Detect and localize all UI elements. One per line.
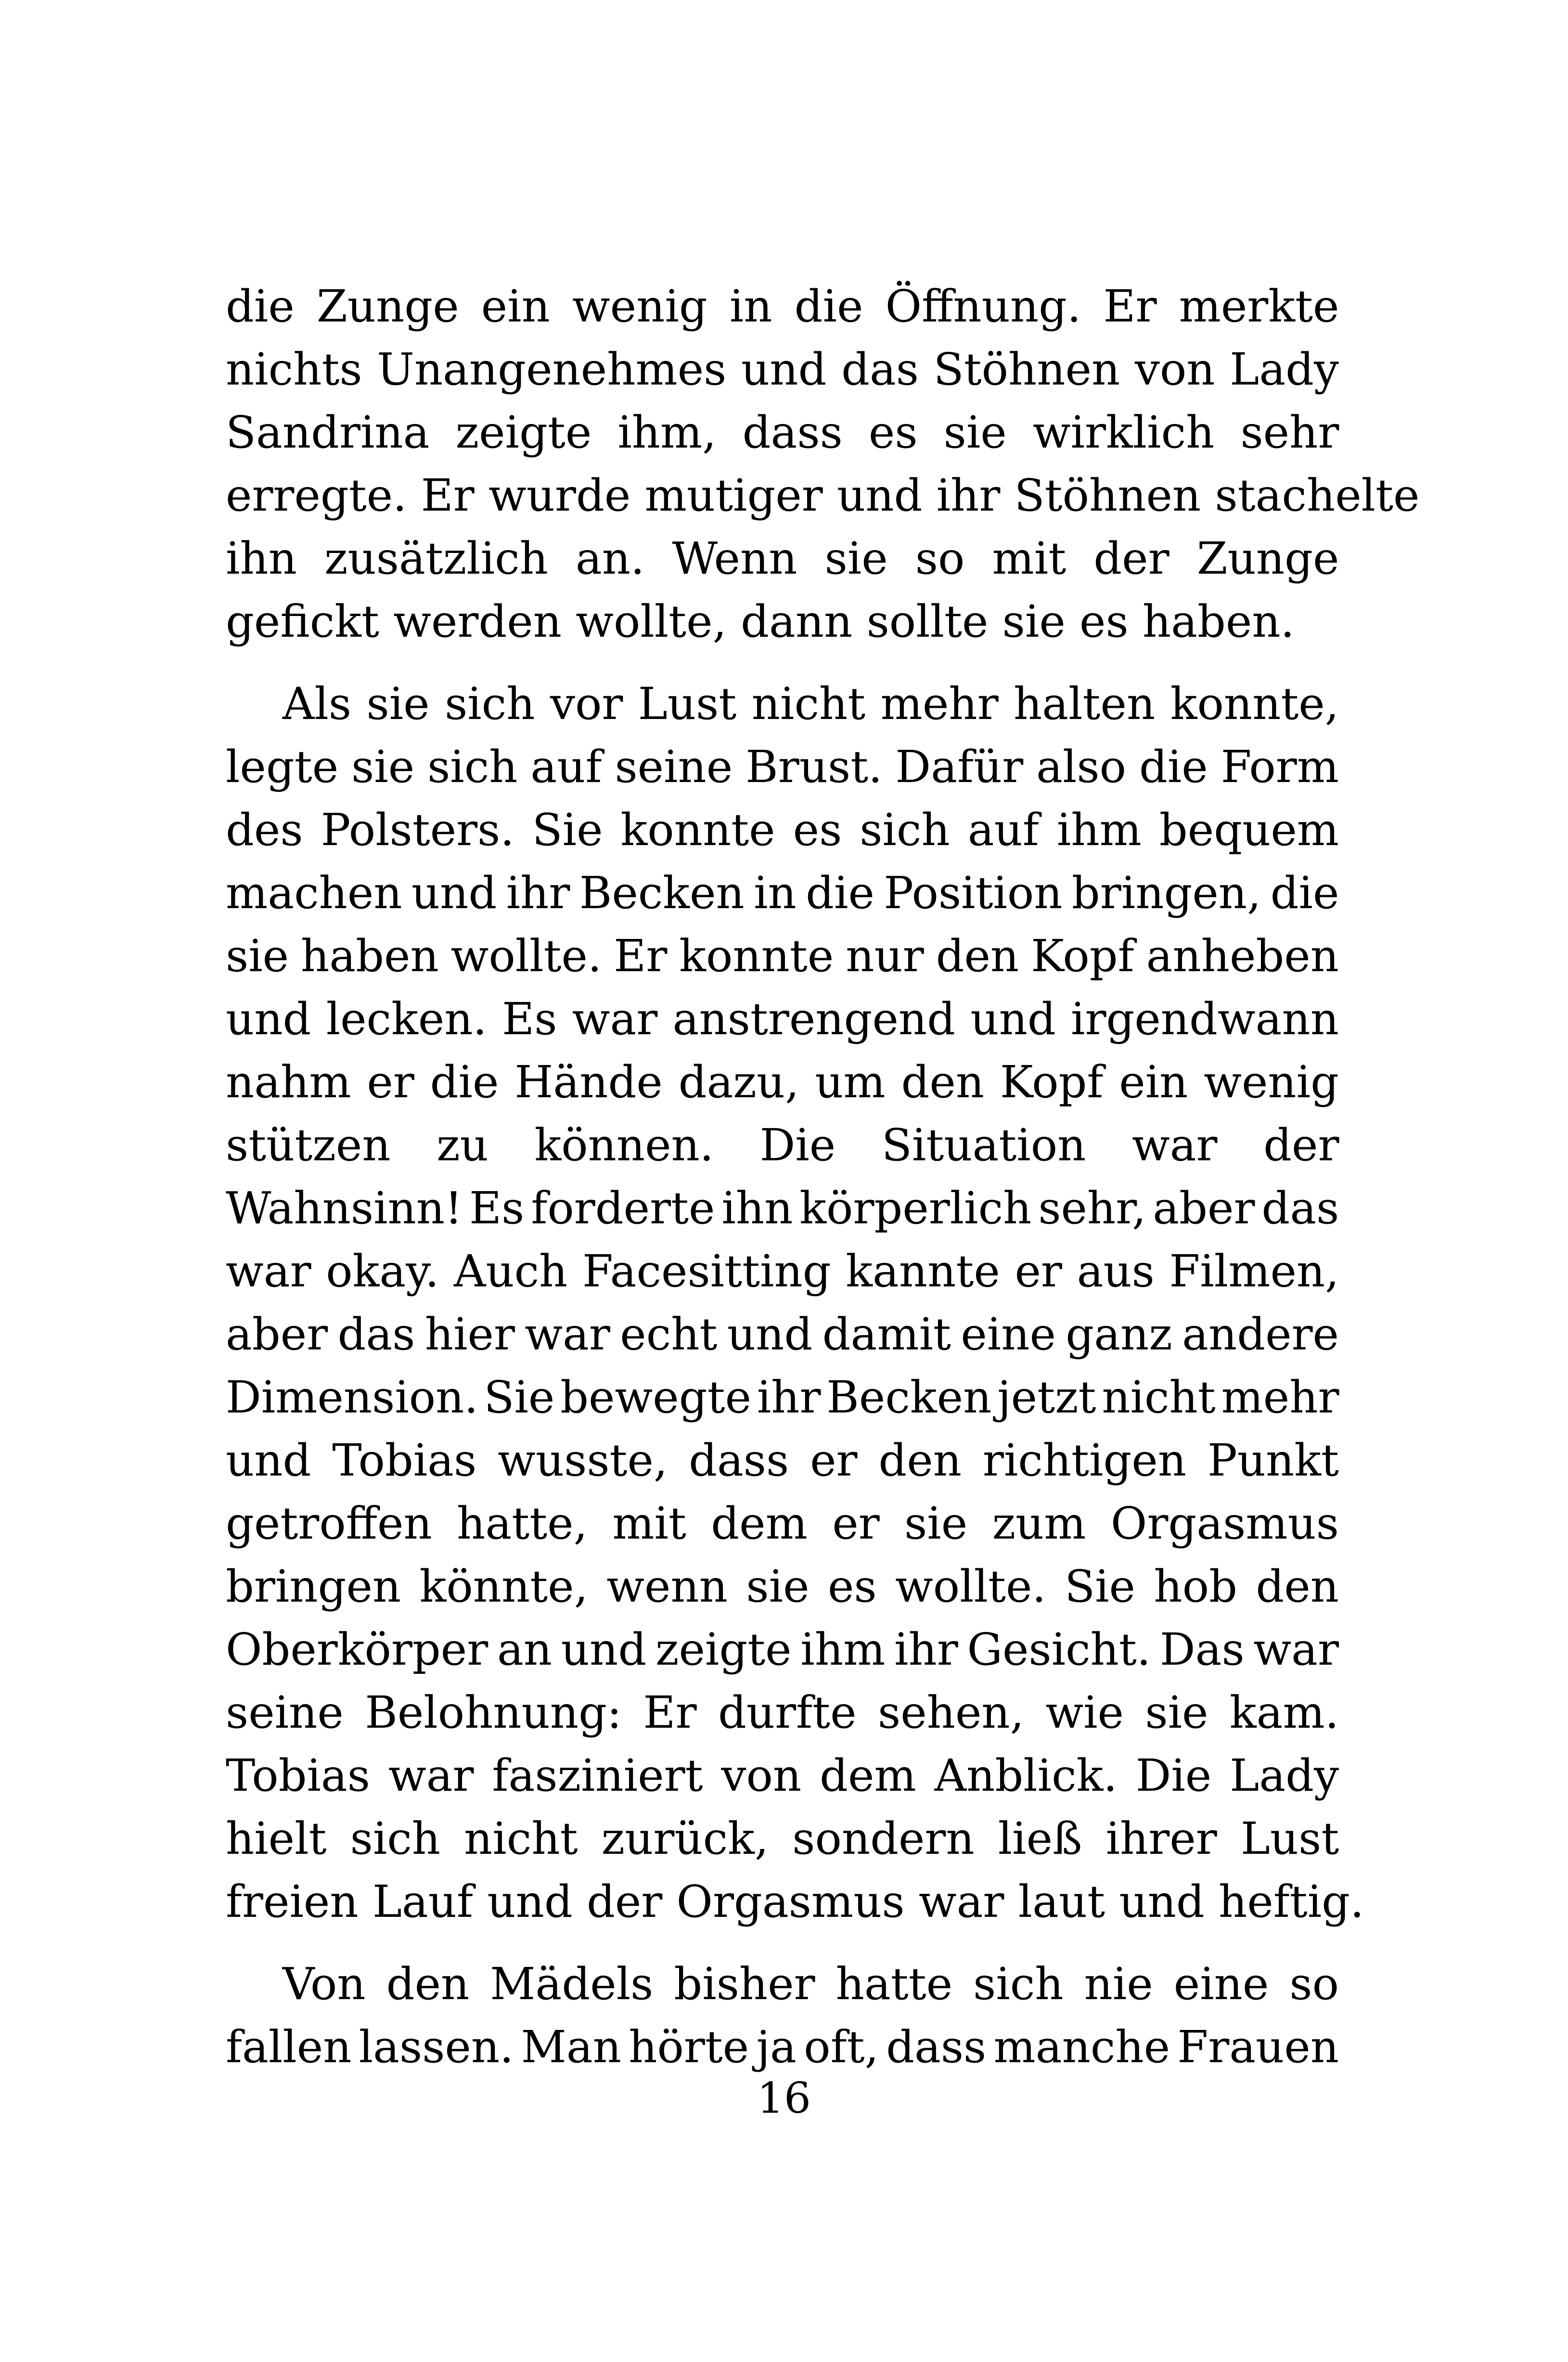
text-line: stützen zu können. Die Situation war der — [226, 1119, 1339, 1171]
text-line: Oberkörper an und zeigte ihm ihr Gesicht. Das war — [226, 1624, 1339, 1675]
text-line: des Polsters. Sie konnte es sich auf ihm bequem — [226, 804, 1339, 856]
text-line: war okay. Auch Facesitting kannte er aus Filmen, — [226, 1245, 1339, 1297]
text-line: und Tobias wusste, dass er den richtigen Punkt — [226, 1435, 1339, 1486]
text-line: ihn zusätzlich an. Wenn sie so mit der Zunge — [226, 533, 1339, 584]
page-number: 16 — [757, 2073, 811, 2123]
text-line: Tobias war fasziniert von dem Anblick. Die Lady — [226, 1750, 1339, 1801]
paragraph-3 — [226, 1952, 1339, 2079]
text-line: legte sie sich auf seine Brust. Dafür also die Form — [226, 741, 1339, 793]
paragraph-1 — [226, 275, 1420, 653]
text-line: fallen lassen. Man hörte ja oft, dass manche Frauen — [226, 2021, 1339, 2073]
text-line: bringen könnte, wenn sie es wollte. Sie hob den — [226, 1561, 1339, 1612]
text-line: die Zunge ein wenig in die Öffnung. Er merkte — [226, 281, 1339, 332]
text-line: nichts Unangenehmes und das Stöhnen von Lady — [226, 344, 1339, 395]
text-line: hielt sich nicht zurück, sondern ließ ihrer Lust — [226, 1813, 1339, 1864]
text-line: freien Lauf und der Orgasmus war laut und heftig. — [226, 1876, 1364, 1927]
text-line: Wahnsinn! Es forderte ihn körperlich sehr, aber das — [226, 1182, 1339, 1234]
text-line: erregte. Er wurde mutiger und ihr Stöhnen stachelte — [226, 470, 1420, 521]
text-line: Dimension. Sie bewegte ihr Becken jetzt nicht mehr — [226, 1372, 1339, 1423]
paragraph-2 — [226, 672, 1364, 1933]
text-line: Sandrina zeigte ihm, dass es sie wirklich sehr — [226, 407, 1339, 458]
text-line: machen und ihr Becken in die Position bringen, die — [226, 867, 1339, 919]
text-line: getroffen hatte, mit dem er sie zum Orgasmus — [226, 1498, 1339, 1549]
body-text — [226, 275, 1420, 2079]
text-line: gefickt werden wollte, dann sollte sie es haben. — [226, 596, 1295, 647]
text-line: Von den Mädels bisher hatte sich nie eine so — [283, 1958, 1339, 2010]
text-line: Als sie sich vor Lust nicht mehr halten konnte, — [283, 678, 1339, 730]
text-line: sie haben wollte. Er konnte nur den Kopf anheben — [226, 930, 1339, 982]
text-line: nahm er die Hände dazu, um den Kopf ein wenig — [226, 1056, 1339, 1108]
text-line: und lecken. Es war anstrengend und irgendwann — [226, 993, 1339, 1045]
text-line: seine Belohnung: Er durfte sehen, wie sie kam. — [226, 1687, 1339, 1738]
text-line: aber das hier war echt und damit eine ganz andere — [226, 1309, 1339, 1360]
